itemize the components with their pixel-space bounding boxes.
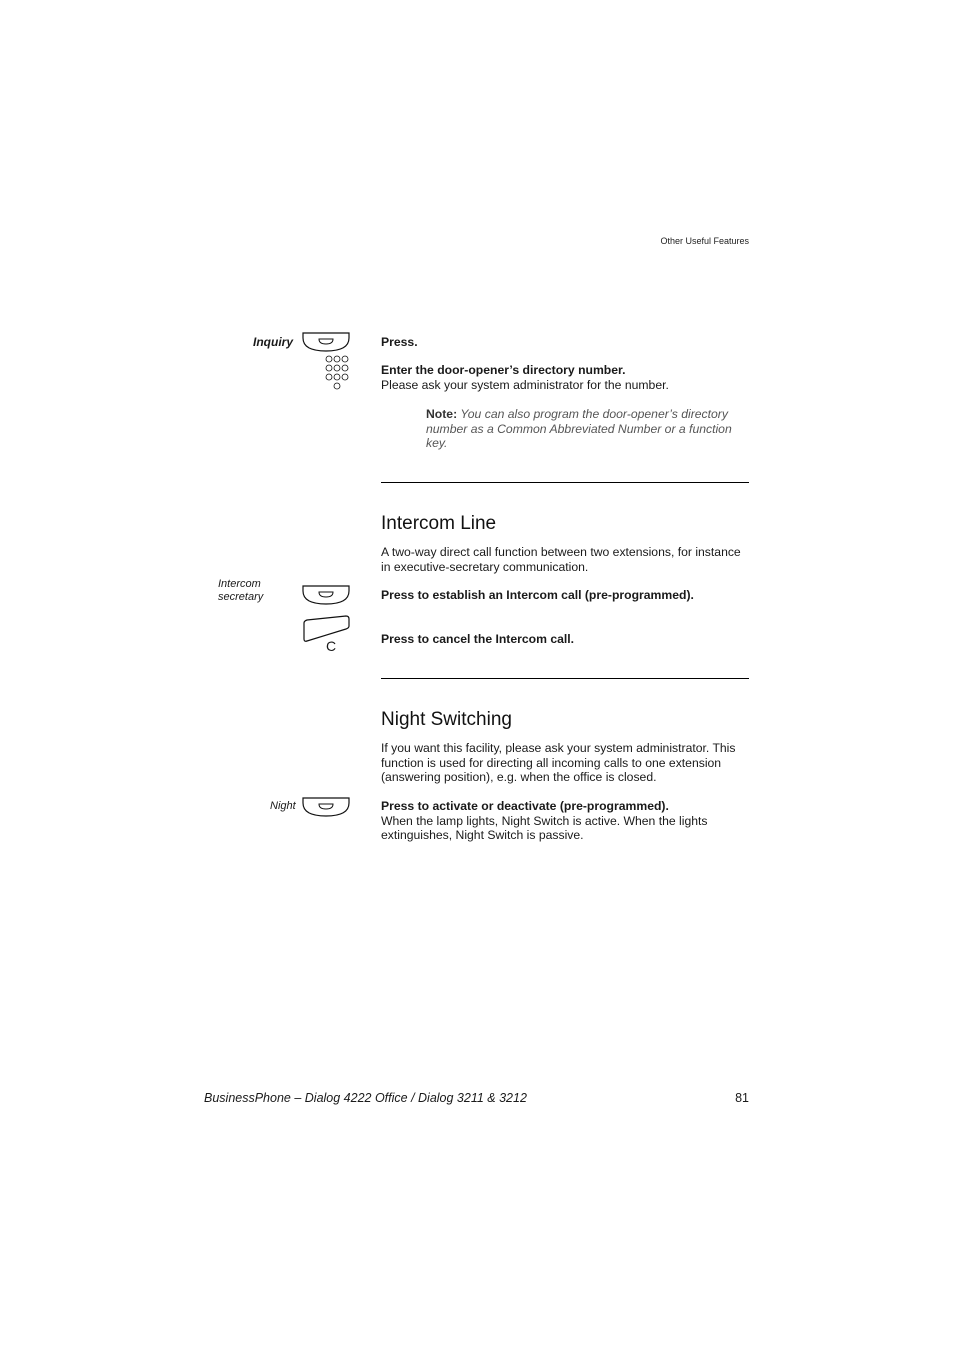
enter-number-block (381, 363, 751, 392)
intercom-key-label-line2: secretary (218, 591, 264, 603)
intercom-key-label (218, 578, 263, 604)
keypad-icon (325, 355, 351, 391)
intercom-description: A two-way direct call function between two extensions, for instance in executive-secretary communication. (381, 545, 741, 574)
footer-title: BusinessPhone – Dialog 4222 Office / Dialog 3211 & 3212 (204, 1091, 527, 1105)
section-divider (381, 482, 749, 483)
night-toggle-instruction: Press to activate or deactivate (pre-programmed). (381, 799, 669, 813)
note-text: You can also program the door-opener’s directory number as a Common Abbreviated Number or a function key. (426, 407, 732, 451)
page-number: 81 (735, 1091, 749, 1105)
intercom-key-label-line1: Intercom (218, 578, 261, 590)
enter-number-instruction: Enter the door-opener’s directory number. (381, 363, 626, 377)
night-toggle-block (381, 799, 751, 843)
night-key-label: Night (270, 800, 296, 812)
night-toggle-description: When the lamp lights, Night Switch is active. When the lights extinguishes, Night Switch is passive. (381, 813, 708, 843)
intercom-establish-instruction: Press to establish an Intercom call (pre-programmed). (381, 588, 694, 602)
note-block (426, 407, 748, 451)
section-divider (381, 678, 749, 679)
night-description: If you want this facility, please ask your system administrator. This function is used for directing all incoming calls to one extension (answering position), e.g. when the office is closed. (381, 741, 736, 785)
clear-key-letter: C (326, 638, 337, 654)
enter-number-description: Please ask your system administrator for the number. (381, 377, 669, 392)
intercom-cancel-instruction: Press to cancel the Intercom call. (381, 632, 575, 646)
inquiry-key-label: Inquiry (253, 335, 294, 349)
running-header: Other Useful Features (660, 236, 749, 246)
inquiry-key-icon (302, 332, 350, 352)
night-key-icon (302, 797, 350, 817)
intercom-key-icon (302, 585, 350, 605)
note-label: Note: (426, 407, 458, 421)
inquiry-press-instruction: Press. (381, 335, 418, 349)
night-heading: Night Switching (381, 709, 512, 730)
intercom-heading: Intercom Line (381, 513, 497, 534)
